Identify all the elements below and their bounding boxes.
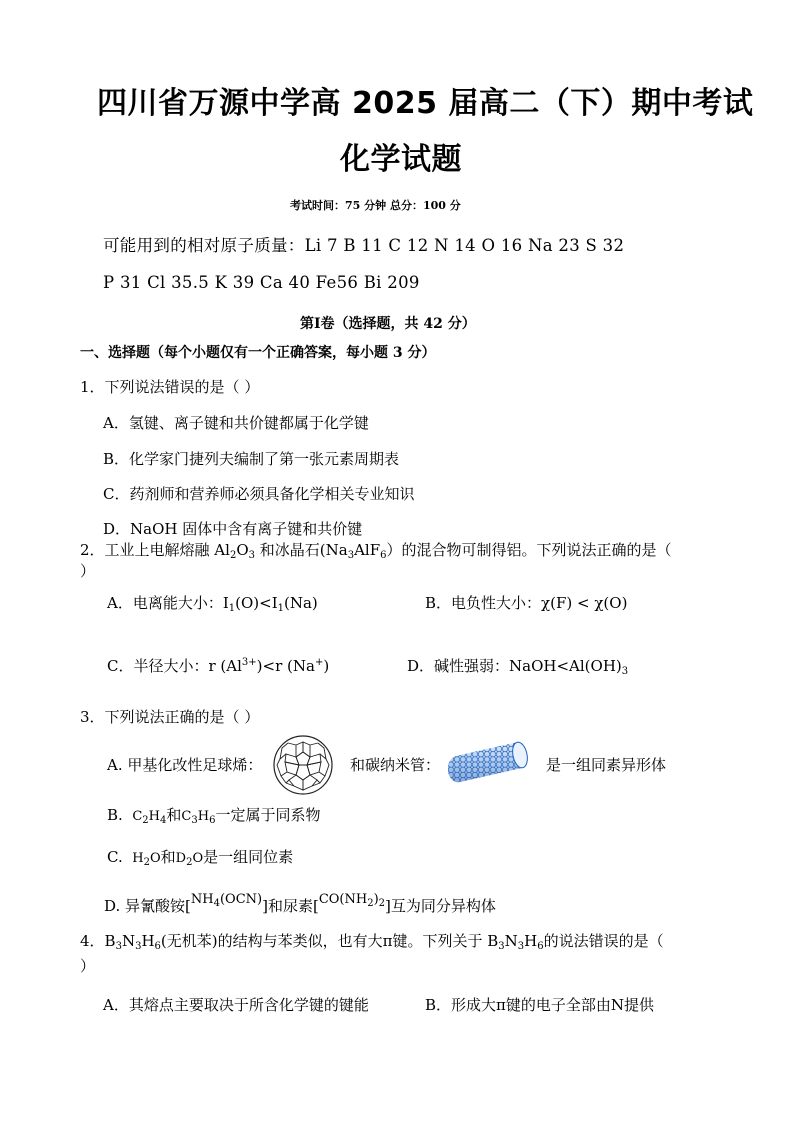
option-c: C．半径大小：r $(Al^{3+})<r$ (Na+) (107, 657, 330, 675)
option-b: B．化学家门捷列夫编制了第一张元素周期表 (103, 450, 400, 468)
page-title-line2: 化学试题 (340, 142, 462, 177)
question-stem-wrap: ） (80, 957, 96, 975)
option-d: D．碱性强弱：$NaOH<Al(OH)_3$ (407, 657, 629, 677)
question-stem: 3．下列说法正确的是（ ） (80, 708, 260, 726)
option-b: B．电负性大小：χ(F) < χ(O) (425, 594, 628, 612)
option-a: A．其熔点主要取决于所含化学键的键能 (103, 996, 369, 1014)
option-b: B. $C_2H_4$和$C_3H_6$一定属于同系物 (107, 806, 321, 826)
question-stem-wrap: ） (80, 562, 96, 580)
option-b: B．形成大π键的电子全部由N提供 (425, 996, 655, 1014)
atomic-masses-line1: 可能用到的相对原子质量：Li 7 B 11 C 12 N 14 O 16 Na 23 S 32 (103, 236, 625, 255)
question-stem: 2．工业上电解熔融 $Al_2O_3$ 和冰晶石$(Na_3AlF_6)$的混合物可制得铝。下列说法正确的是（ (80, 541, 672, 561)
option-c: C. $H_2O$和$D_2O$是一组同位素 (107, 848, 294, 868)
fullerene-image (272, 734, 334, 796)
option-a: A．氢键、离子键和共价键都属于化学键 (103, 414, 369, 432)
question-stem: 1．下列说法错误的是（ ） (80, 378, 260, 396)
carbon-nanotube-image (448, 736, 530, 786)
option-d: D. 异氰酸铵$[NH_4(OCN)]$和尿素$[CO(NH_2)_2]$互为同分异构体 (104, 892, 496, 915)
option-d: D．NaOH 固体中含有离子键和共价键 (103, 520, 363, 538)
option-a-prefix: A. 甲基化改性足球烯： (107, 756, 263, 774)
section-heading: 一、选择题（每个小题仅有一个正确答案，每小题 3 分） (80, 345, 436, 361)
atomic-masses-line2: P 31 Cl 35.5 K 39 Ca 40 Fe56 Bi 209 (103, 273, 420, 292)
option-a-middle: 和碳纳米管： (350, 756, 441, 774)
question-stem: 4．$B_3N_3H_6$(无机苯)的结构与苯类似，也有大π键。下列关于 $B_3N_3H_6$的说法错误的是（ (80, 932, 664, 952)
option-a-suffix: 是一组同素异形体 (546, 756, 667, 774)
option-a: A．电离能大小：$I_1(O)<I_1(Na)$ (107, 594, 318, 614)
option-c: C．药剂师和营养师必须具备化学相关专业知识 (103, 485, 415, 503)
page-title-line1: 四川省万源中学高 2025 届高二（下）期中考试 (97, 86, 754, 121)
volume-heading: 第Ⅰ卷（选择题，共 42 分） (300, 316, 476, 332)
exam-info: 考试时间：75 分钟 总分：100 分 (290, 199, 461, 212)
